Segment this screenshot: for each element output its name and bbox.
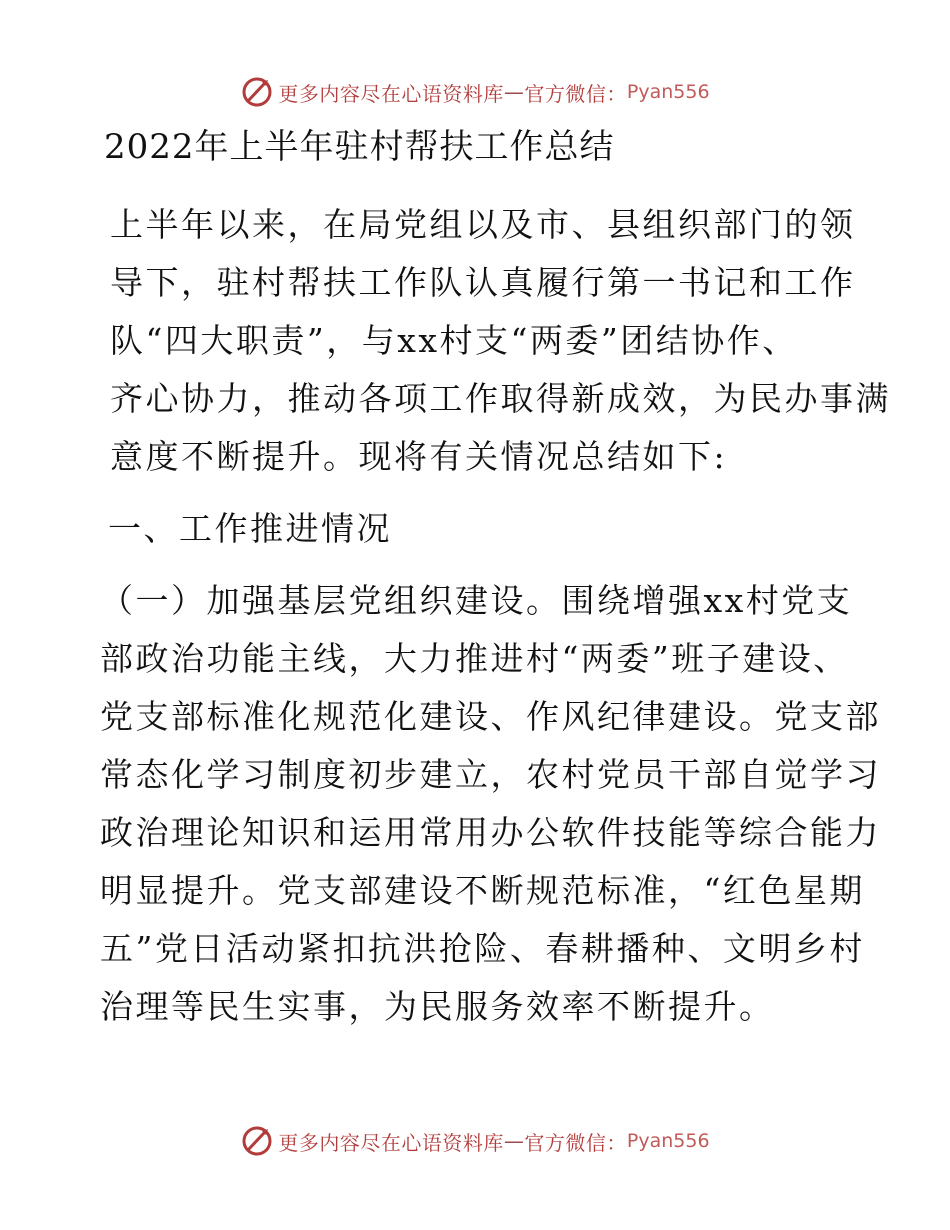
brand-logo-icon xyxy=(240,75,274,109)
intro-line: 意度不断提升。现将有关情况总结如下: xyxy=(110,437,728,476)
watermark-contact-value: Pyan556 xyxy=(626,81,710,103)
subsection-line: 五”党日活动紧扣抗洪抢险、春耕播种、文明乡村 xyxy=(100,929,865,968)
subsection-line: 治理等民生实事，为民服务效率不断提升。 xyxy=(100,987,775,1026)
subsection-line: 政治理论知识和运用常用办公软件技能等综合能力 xyxy=(100,813,881,852)
watermark-contact-value: Pyan556 xyxy=(626,1130,710,1152)
watermark-brand-text: 更多内容尽在心语资料库 xyxy=(278,1130,504,1155)
intro-line: 导下，驻村帮扶工作队认真履行第一书记和工作 xyxy=(110,263,856,302)
subsection-line: 部政治功能主线，大力推进村“两委”班子建设、 xyxy=(100,639,849,678)
subsection-paragraph xyxy=(100,572,881,1036)
intro-line: 队“四大职责”，与xx村支“两委”团结协作、 xyxy=(110,321,798,360)
intro-line: 齐心协力，推动各项工作取得新成效，为民办事满 xyxy=(110,379,891,418)
intro-line: 上半年以来，在局党组以及市、县组织部门的领 xyxy=(110,205,856,244)
watermark-contact-label: 官方微信： xyxy=(524,1130,627,1155)
watermark-contact-label: 官方微信： xyxy=(524,81,627,106)
subsection-line: 常态化学习制度初步建立，农村党员干部自觉学习 xyxy=(100,755,881,794)
intro-paragraph xyxy=(100,196,891,486)
brand-logo-icon xyxy=(240,1124,274,1158)
watermark-brand-text: 更多内容尽在心语资料库 xyxy=(278,81,504,106)
subsection-line: （一）加强基层党组织建设。围绕增强xx村党支 xyxy=(100,581,853,620)
watermark-bottom xyxy=(0,1121,950,1161)
watermark-top xyxy=(0,72,950,112)
watermark-dash: — xyxy=(503,1129,525,1153)
subsection-line: 党支部标准化规范化建设、作风纪律建设。党支部 xyxy=(100,697,881,736)
watermark-dash: — xyxy=(503,80,525,104)
subsection-line: 明显提升。党支部建设不断规范标准，“红色星期 xyxy=(100,871,865,910)
section-heading: 一、工作推进情况 xyxy=(108,509,392,548)
document-title: 2022年上半年驻村帮扶工作总结 xyxy=(104,127,615,167)
